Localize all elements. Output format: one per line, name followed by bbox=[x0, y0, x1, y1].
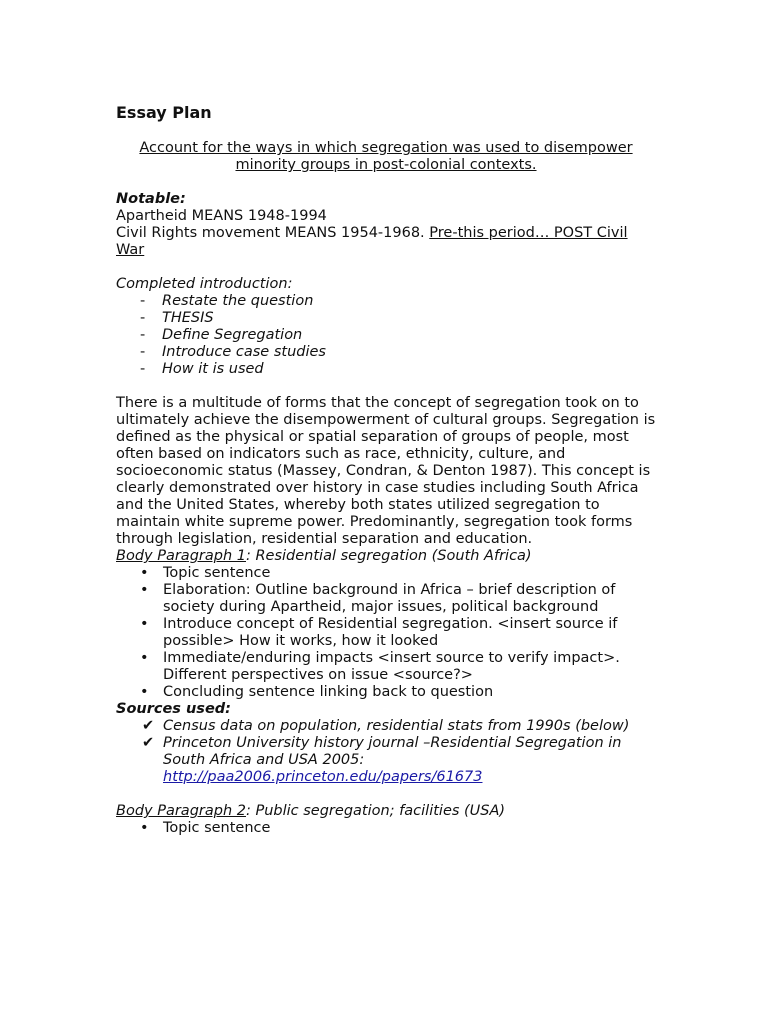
notable-heading: Notable: bbox=[116, 191, 186, 207]
list-item bbox=[116, 718, 656, 735]
source-princeton: Princeton University history journal –Residential Segregation in South Africa and USA 2005: bbox=[163, 735, 622, 768]
post-civil-war-text: Pre-this period… POST Civil War bbox=[116, 225, 628, 258]
body-paragraph-1-heading bbox=[116, 548, 656, 565]
sources-list bbox=[116, 718, 656, 786]
list-item: • Topic sentence bbox=[116, 820, 656, 837]
list-item bbox=[116, 735, 656, 786]
body-paragraph-2-topic: : Public segregation; facilities (USA) bbox=[245, 803, 506, 819]
document-page bbox=[116, 103, 656, 837]
intro-heading: Completed introduction: bbox=[116, 276, 293, 292]
sources-section bbox=[116, 701, 656, 786]
body-paragraph-2 bbox=[116, 803, 656, 837]
body-paragraph-1 bbox=[116, 548, 656, 701]
list-item: • Introduce concept of Residential segregation. <insert source if possible> How it works, how it looked bbox=[116, 616, 656, 650]
source-census: Census data on population, residential stats from 1990s (below) bbox=[163, 718, 630, 734]
list-item: • Immediate/enduring impacts <insert source to verify impact>. Different perspectives on issue <source?> bbox=[116, 650, 656, 684]
civil-rights-text: Civil Rights movement MEANS 1954-1968. bbox=[116, 225, 430, 241]
intro-paragraph-text: There is a multitude of forms that the concept of segregation took on to ultimately achieve the disempowerment of cultural groups. Segregation is defined as the physical or spatial separation of groups of people, most often based on indicators such as race, ethnicity, culture, and socioeconomic status (Massey, Condran, & Denton 1987). This concept is clearly demonstrated over history in case studies including South Africa and the United States, whereby both states utilized segregation to maintain white supreme power. Predominantly, segregation took forms through legislation, residential separation and education. bbox=[116, 395, 656, 547]
notable-section bbox=[116, 191, 656, 259]
checkmark-icon: ✔ bbox=[142, 718, 155, 734]
list-item: - Restate the question bbox=[116, 293, 656, 310]
source-link[interactable]: http://paa2006.princeton.edu/papers/61673 bbox=[163, 769, 483, 785]
body-paragraph-2-heading bbox=[116, 803, 656, 820]
essay-question: Account for the ways in which segregation was used to disempower minority groups in post-colonial contexts. bbox=[139, 140, 633, 173]
body-paragraph-2-list bbox=[116, 820, 656, 837]
body-paragraph-1-label: Body Paragraph 1 bbox=[116, 548, 246, 564]
list-item: • Concluding sentence linking back to question bbox=[116, 684, 656, 701]
body-paragraph-2-label: Body Paragraph 2 bbox=[116, 803, 246, 819]
list-item: • Topic sentence bbox=[116, 565, 656, 582]
list-item: - Introduce case studies bbox=[116, 344, 656, 361]
body-paragraph-1-list bbox=[116, 565, 656, 701]
list-item: • Elaboration: Outline background in Africa – brief description of society during Apartheid, major issues, political background bbox=[116, 582, 656, 616]
intro-checklist bbox=[116, 293, 656, 378]
sources-heading: Sources used: bbox=[116, 701, 231, 717]
intro-section bbox=[116, 276, 656, 378]
list-item: - Define Segregation bbox=[116, 327, 656, 344]
page-title: Essay Plan bbox=[116, 103, 212, 122]
list-item: - THESIS bbox=[116, 310, 656, 327]
intro-paragraph bbox=[116, 395, 656, 548]
notable-line-apartheid: Apartheid MEANS 1948-1994 bbox=[116, 208, 327, 224]
list-item: - How it is used bbox=[116, 361, 656, 378]
notable-line-civil-rights bbox=[116, 225, 656, 259]
checkmark-icon: ✔ bbox=[142, 735, 155, 751]
body-paragraph-1-topic: : Residential segregation (South Africa) bbox=[245, 548, 532, 564]
